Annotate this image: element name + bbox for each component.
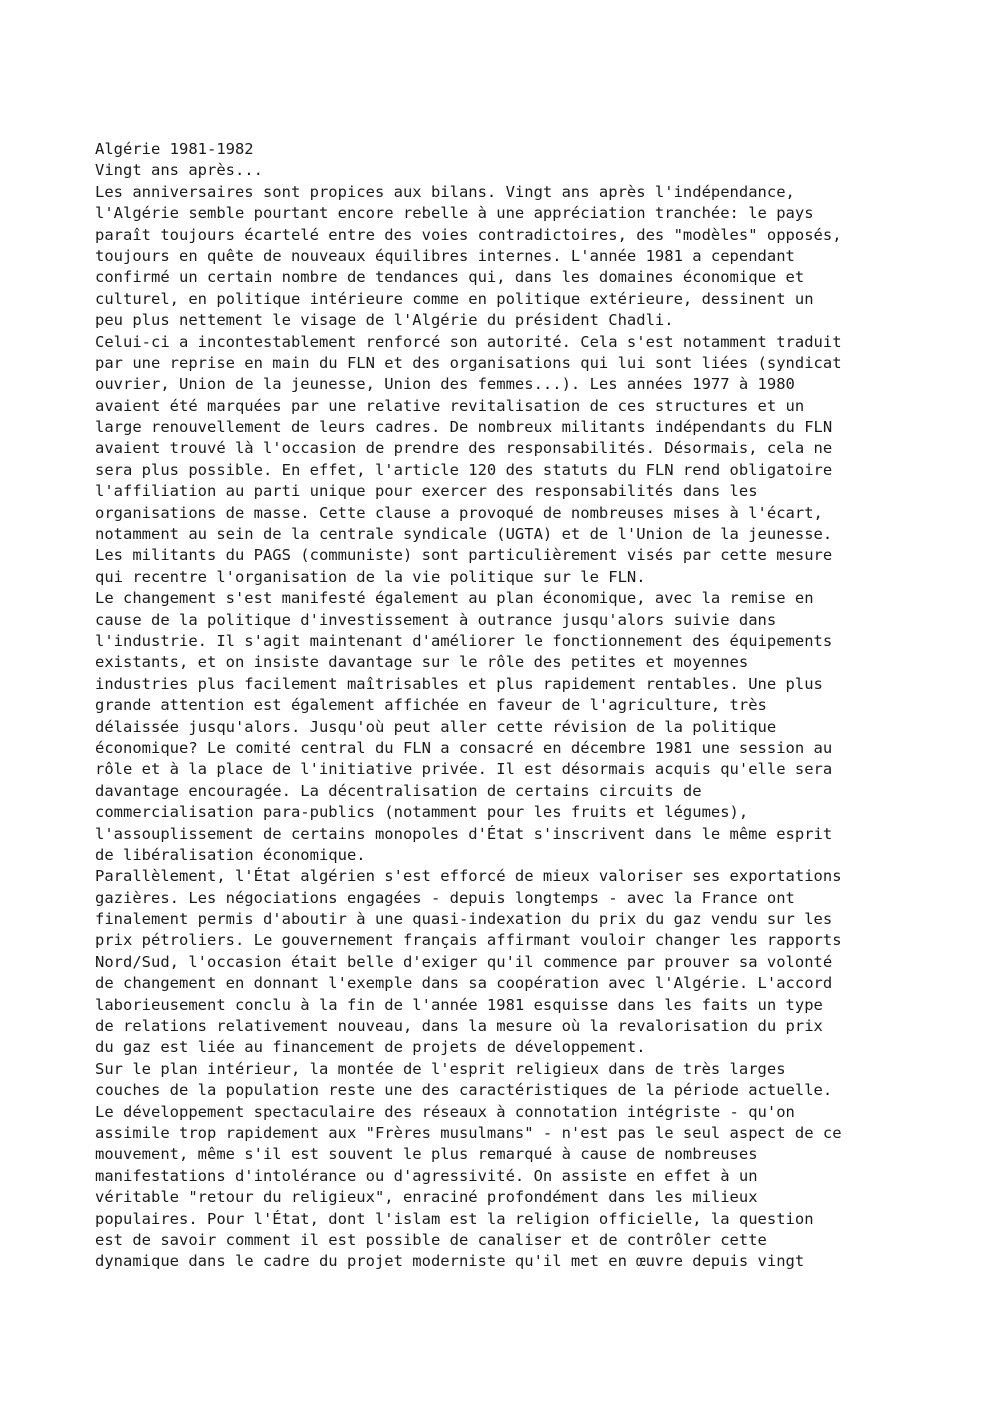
text-line: large renouvellement de leurs cadres. De nombreux militants indépendants du FLN (95, 418, 833, 437)
text-line: Nord/Sud, l'occasion était belle d'exiger qu'il commence par prouver sa volonté (95, 952, 833, 971)
text-line: assimile trop rapidement aux "Frères musulmans" - n'est pas le seul aspect de ce (95, 1123, 842, 1142)
text-line: avaient été marquées par une relative revitalisation de ces structures et un (95, 396, 805, 415)
text-line: de changement en donnant l'exemple dans sa coopération avec l'Algérie. L'accord (95, 974, 833, 993)
text-line: dynamique dans le cadre du projet moderniste qu'il met en œuvre depuis vingt (95, 1252, 805, 1271)
text-line: ouvrier, Union de la jeunesse, Union des femmes...). Les années 1977 à 1980 (95, 375, 795, 394)
text-line: davantage encouragée. La décentralisation de certains circuits de (95, 781, 702, 800)
text-line: rôle et à la place de l'initiative privée. Il est désormais acquis qu'elle sera (95, 760, 833, 779)
text-line: Le développement spectaculaire des réseaux à connotation intégriste - qu'on (95, 1102, 795, 1121)
text-line: délaissée jusqu'alors. Jusqu'où peut aller cette révision de la politique (95, 717, 777, 736)
text-line: Les anniversaires sont propices aux bilans. Vingt ans après l'indépendance, (95, 182, 795, 201)
text-line: populaires. Pour l'État, dont l'islam est la religion officielle, la question (95, 1209, 814, 1228)
text-line: confirmé un certain nombre de tendances qui, dans les domaines économique et (95, 268, 805, 287)
text-line: Celui-ci a incontestablement renforcé son autorité. Cela s'est notamment traduit (95, 332, 842, 351)
text-line: toujours en quête de nouveaux équilibres internes. L'année 1981 a cependant (95, 246, 795, 265)
text-line: finalement permis d'aboutir à une quasi-indexation du prix du gaz vendu sur les (95, 910, 833, 929)
text-line: organisations de masse. Cette clause a provoqué de nombreuses mises à l'écart, (95, 503, 823, 522)
text-line: couches de la population reste une des caractéristiques de la période actuelle. (95, 1081, 833, 1100)
document-body (95, 139, 955, 1294)
text-line: Parallèlement, l'État algérien s'est efforcé de mieux valoriser ses exportations (95, 867, 842, 886)
text-line: mouvement, même s'il est souvent le plus remarqué à cause de nombreuses (95, 1145, 758, 1164)
text-line: l'assouplissement de certains monopoles d'État s'inscrivent dans le même esprit (95, 824, 833, 843)
text-line: de libéralisation économique. (95, 845, 366, 864)
text-line: sera plus possible. En effet, l'article 120 des statuts du FLN rend obligatoire (95, 460, 833, 479)
text-line: industries plus facilement maîtrisables et plus rapidement rentables. Une plus (95, 674, 823, 693)
text-line: Sur le plan intérieur, la montée de l'esprit religieux dans de très larges (95, 1059, 786, 1078)
text-line: culturel, en politique intérieure comme en politique extérieure, dessinent un (95, 289, 814, 308)
text-line: est de savoir comment il est possible de canaliser et de contrôler cette (95, 1230, 767, 1249)
text-line: gazières. Les négociations engagées - depuis longtemps - avec la France ont (95, 888, 795, 907)
text-line: grande attention est également affichée en faveur de l'agriculture, très (95, 696, 767, 715)
text-line: cause de la politique d'investissement à outrance jusqu'alors suivie dans (95, 610, 777, 629)
text-line: l'Algérie semble pourtant encore rebelle à une appréciation tranchée: le pays (95, 204, 814, 223)
text-line: Le changement s'est manifesté également au plan économique, avec la remise en (95, 589, 814, 608)
text-line: Les militants du PAGS (communiste) sont particulièrement visés par cette mesure (95, 546, 833, 565)
text-line: notamment au sein de la centrale syndicale (UGTA) et de l'Union de la jeunesse. (95, 525, 833, 544)
text-line: du gaz est liée au financement de projets de développement. (95, 1038, 646, 1057)
text-line: véritable "retour du religieux", enraciné profondément dans les milieux (95, 1188, 758, 1207)
text-line: prix pétroliers. Le gouvernement français affirmant vouloir changer les rapports (95, 931, 842, 950)
text-line: laborieusement conclu à la fin de l'année 1981 esquisse dans les faits un type (95, 995, 823, 1014)
text-line: économique? Le comité central du FLN a consacré en décembre 1981 une session au (95, 738, 833, 757)
text-line: paraît toujours écartelé entre des voies contradictoires, des "modèles" opposés, (95, 225, 842, 244)
document-title: Algérie 1981-1982 (95, 140, 254, 158)
text-line: manifestations d'intolérance ou d'agressivité. On assiste en effet à un (95, 1166, 758, 1185)
text-line: existants, et on insiste davantage sur le rôle des petites et moyennes (95, 653, 749, 672)
text-line: commercialisation para-publics (notamment pour les fruits et légumes), (95, 803, 749, 822)
text-line: par une reprise en main du FLN et des organisations qui lui sont liées (syndicat (95, 353, 842, 372)
text-line (95, 1273, 955, 1294)
text-line: de relations relativement nouveau, dans la mesure où la revalorisation du prix (95, 1017, 823, 1036)
text-line: l'affiliation au parti unique pour exercer des responsabilités dans les (95, 482, 758, 501)
text-line: avaient trouvé là l'occasion de prendre des responsabilités. Désormais, cela ne (95, 439, 833, 458)
text-line: peu plus nettement le visage de l'Algérie du président Chadli. (95, 311, 674, 330)
text-line: qui recentre l'organisation de la vie politique sur le FLN. (95, 567, 646, 586)
document-subtitle: Vingt ans après... (95, 161, 263, 180)
text-line: l'industrie. Il s'agit maintenant d'améliorer le fonctionnement des équipements (95, 631, 833, 650)
